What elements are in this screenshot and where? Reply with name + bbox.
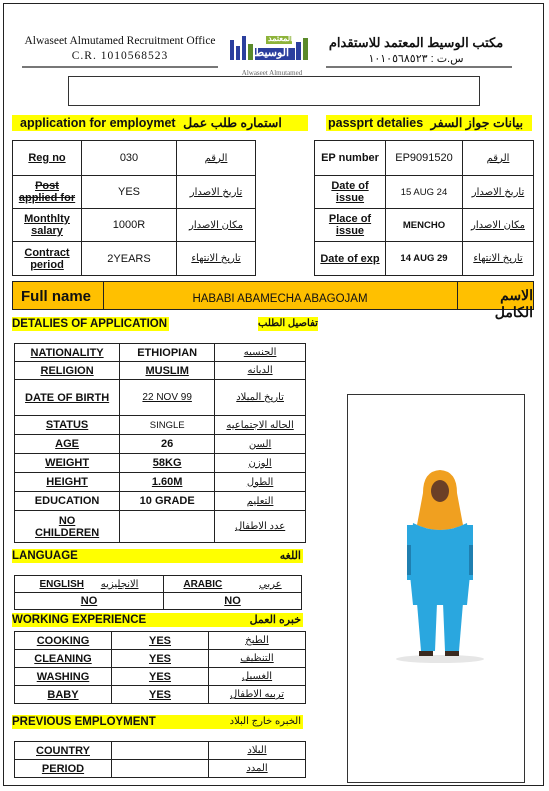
nationality-value: ETHIOPIAN [120, 344, 215, 362]
office-name-en: Alwaseet Almutamed Recruitment Office [24, 35, 216, 47]
logo-text-ar-small: المعتمد [268, 34, 293, 43]
education-label: EDUCATION [15, 492, 120, 511]
english-cell [15, 576, 164, 593]
date-issue-label: Date of issue [315, 176, 386, 209]
cleaning-label-ar: التنظيف [209, 650, 306, 668]
reg-no-label: Reg no [13, 141, 82, 176]
weight-value: 58KG [120, 454, 215, 473]
salary-label: Monthlty salary [13, 209, 82, 242]
ep-number-value: EP9091520 [386, 141, 463, 176]
age-value: 26 [120, 435, 215, 454]
logo-text-ar: الوسيط [254, 47, 290, 59]
status-label: STATUS [15, 416, 120, 435]
language-title-en: LANGUAGE [12, 550, 78, 562]
country-value [112, 742, 209, 760]
photo-id-box [68, 76, 480, 106]
full-name-bar [12, 281, 534, 320]
table-row [15, 576, 302, 593]
country-label: COUNTRY [15, 742, 112, 760]
details-table [14, 343, 306, 543]
table-row [15, 454, 306, 473]
contract-label: Contract period [13, 242, 82, 276]
previous-title-bar [12, 715, 303, 729]
baby-value: YES [112, 686, 209, 704]
baby-label-ar: تربيه الاطفال [209, 686, 306, 704]
table-row [13, 141, 256, 176]
dob-label: DATE OF BIRTH [15, 380, 120, 416]
language-title-bar [12, 549, 303, 563]
applicant-photo [347, 394, 525, 783]
religion-label: RELIGION [15, 362, 120, 380]
education-value: 10 GRADE [120, 492, 215, 511]
table-row [15, 742, 306, 760]
children-label-ar: عدد الاطفال [215, 511, 306, 543]
arabic-label-ar: عربي [259, 578, 282, 590]
table-row [15, 362, 306, 380]
table-row [13, 242, 256, 276]
period-label-ar: المدد [209, 760, 306, 778]
application-title-ar: استماره طلب عمل [183, 116, 282, 130]
passport-table [314, 140, 534, 276]
place-issue-value: MENCHO [386, 209, 463, 242]
dob-value: 22 NOV 99 [120, 380, 215, 416]
application-title-bar [12, 115, 308, 131]
table-row [15, 686, 306, 704]
dob-label-ar: تاريخ الميلاد [215, 380, 306, 416]
table-row [315, 141, 534, 176]
post-applied-label [13, 176, 82, 209]
contract-value: 2YEARS [82, 242, 177, 276]
english-value: NO [15, 593, 164, 610]
table-row [13, 176, 256, 209]
application-title-en: application for employmet [20, 116, 176, 130]
applicant-photo-image [371, 465, 509, 665]
table-row [13, 209, 256, 242]
header-line-right [326, 66, 512, 68]
header-line-left [22, 66, 218, 68]
education-label-ar: التعليم [215, 492, 306, 511]
salary-label-ar: مكان الاصدار [177, 209, 256, 242]
table-row [15, 668, 306, 686]
experience-title-en: WORKING EXPERIENCE [12, 614, 147, 626]
arabic-value: NO [164, 593, 302, 610]
arabic-cell [164, 576, 302, 593]
children-value [120, 511, 215, 543]
date-exp-value: 14 AUG 29 [386, 242, 463, 276]
religion-label-ar: الديانه [215, 362, 306, 380]
height-label: HEIGHT [15, 473, 120, 492]
weight-label: WEIGHT [15, 454, 120, 473]
cooking-label-ar: الطبخ [209, 632, 306, 650]
nationality-label: NATIONALITY [15, 344, 120, 362]
contract-label-ar: تاريخ الانتهاء [177, 242, 256, 276]
height-value: 1.60M [120, 473, 215, 492]
washing-label: WASHING [15, 668, 112, 686]
religion-value: MUSLIM [120, 362, 215, 380]
reg-no-value: 030 [82, 141, 177, 176]
full-name-divider-right [457, 282, 458, 309]
salary-value: 1000R [82, 209, 177, 242]
table-row [15, 511, 306, 543]
table-row [15, 473, 306, 492]
cooking-value: YES [112, 632, 209, 650]
post-applied-value: YES [82, 176, 177, 209]
nationality-label-ar: الجنسيه [215, 344, 306, 362]
post-applied-label-ar: تاريخ الاصدار [177, 176, 256, 209]
table-row [315, 209, 534, 242]
table-row [15, 380, 306, 416]
cleaning-label: CLEANING [15, 650, 112, 668]
table-row [15, 593, 302, 610]
passport-title-bar [326, 115, 532, 131]
baby-label: BABY [15, 686, 112, 704]
ep-number-label: EP number [315, 141, 386, 176]
full-name-label: Full name [21, 288, 92, 305]
weight-label-ar: الوزن [215, 454, 306, 473]
washing-value: YES [112, 668, 209, 686]
full-name-label-ar: الاسم الكامل [494, 287, 533, 320]
office-header-en [22, 34, 218, 64]
table-row [315, 176, 534, 209]
table-row [15, 760, 306, 778]
age-label-ar: السن [215, 435, 306, 454]
date-exp-label: Date of exp [315, 242, 386, 276]
experience-table [14, 631, 306, 704]
date-issue-value: 15 AUG 24 [386, 176, 463, 209]
previous-title-ar: الخبره خارج البلاد [229, 716, 301, 727]
office-cr-en: C.R. 1010568523 [71, 50, 169, 62]
experience-title-ar: خبره العمل [249, 614, 301, 626]
previous-title-en: PREVIOUS EMPLOYMENT [12, 716, 156, 728]
details-title-en: DETALIES OF APPLICATION [12, 318, 168, 330]
english-label: ENGLISH [39, 578, 84, 590]
table-row [15, 492, 306, 511]
washing-label-ar: الغسيل [209, 668, 306, 686]
status-value: SINGLE [120, 416, 215, 435]
cleaning-value: YES [112, 650, 209, 668]
passport-title-ar: بيانات جواز السفر [430, 116, 524, 130]
language-table [14, 575, 302, 610]
table-row [15, 416, 306, 435]
place-issue-label-ar: مكان الاصدار [463, 209, 534, 242]
reg-no-label-ar: الرقم [177, 141, 256, 176]
application-table [12, 140, 256, 276]
table-row [15, 435, 306, 454]
table-row [15, 650, 306, 668]
children-label: NO CHILDEREN [15, 511, 120, 543]
date-exp-label-ar: تاريخ الانتهاء [463, 242, 534, 276]
date-issue-label-ar: تاريخ الاصدار [463, 176, 534, 209]
post-applied-text: Post applied for [18, 180, 76, 204]
period-value [112, 760, 209, 778]
country-label-ar: البلاد [209, 742, 306, 760]
status-label-ar: الحاله الاجتماعيه [215, 416, 306, 435]
table-row [15, 632, 306, 650]
details-title-ar: تفاصيل الطلب [258, 318, 318, 329]
english-label-ar: الانجليزيه [100, 578, 139, 590]
arabic-label: ARABIC [183, 578, 223, 590]
place-issue-label: Place of issue [315, 209, 386, 242]
office-cr-ar: س.ت : ١٠١٠٥٦٨٥٢٣ [368, 53, 464, 65]
office-name-ar: مكتب الوسيط المعتمد للاستقدام [328, 35, 504, 50]
age-label: AGE [15, 435, 120, 454]
table-row [15, 344, 306, 362]
previous-table [14, 741, 306, 778]
ep-number-label-ar: الرقم [463, 141, 534, 176]
period-label: PERIOD [15, 760, 112, 778]
office-header-ar [318, 34, 514, 68]
logo-caption: Alwaseet Almutamed [241, 69, 303, 77]
experience-title-bar [12, 613, 303, 627]
passport-title-en: passprt detalies [328, 116, 424, 130]
table-row [315, 242, 534, 276]
full-name-value: HABABI ABAMECHA ABAGOJAM [192, 293, 368, 305]
cooking-label: COOKING [15, 632, 112, 650]
height-label-ar: الطول [215, 473, 306, 492]
language-title-ar: اللغه [279, 550, 301, 562]
